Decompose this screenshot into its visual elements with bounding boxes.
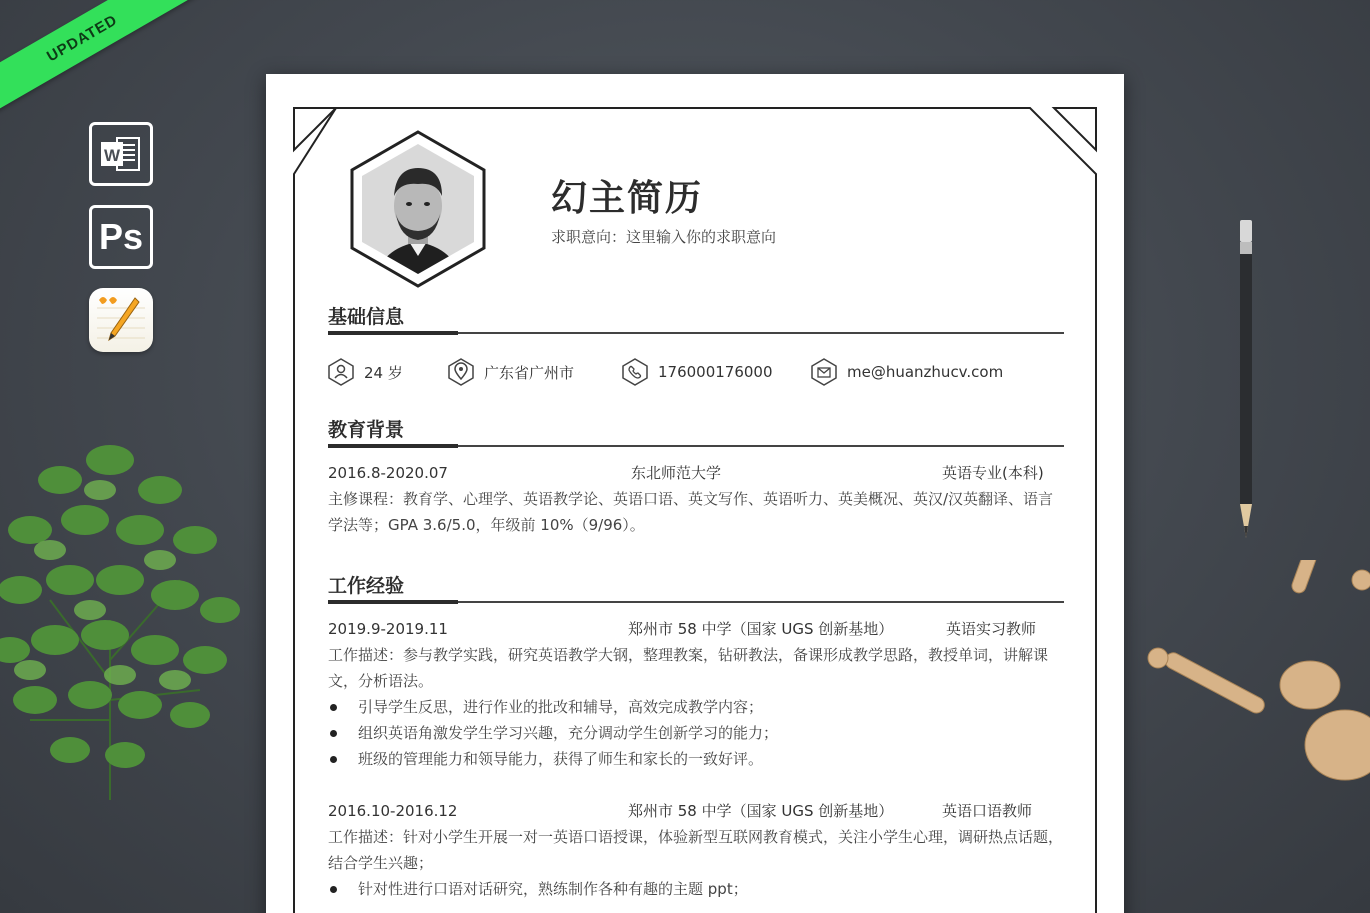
job-role: 英语口语教师	[942, 802, 1033, 820]
wooden-figure-decoration	[1140, 560, 1370, 790]
section-divider	[328, 601, 1064, 603]
section-work	[328, 571, 1064, 902]
mail-icon	[811, 358, 837, 386]
info-age-text: 24 岁	[364, 363, 403, 382]
job-period: 2016.10-2016.12	[328, 802, 458, 820]
pages-icon	[89, 288, 153, 352]
person-icon	[328, 358, 354, 386]
section-title-work: 工作经验	[328, 575, 405, 597]
job-intent-value: 这里输入你的求职意向	[626, 228, 777, 246]
section-basic-info	[328, 302, 1064, 334]
list-item: 组织英语角激发学生学习兴趣，充分调动学生创新学习的能力；	[328, 720, 1064, 746]
section-title-basic: 基础信息	[328, 306, 405, 328]
resume-name: 幻主简历	[551, 178, 704, 219]
job-company: 郑州市 58 中学（国家 UGS 创新基地）	[628, 802, 894, 820]
list-item: 引导学生反思，进行作业的批改和辅导，高效完成教学内容；	[328, 694, 1064, 720]
education-row	[328, 460, 1064, 486]
job-company: 郑州市 58 中学（国家 UGS 创新基地）	[628, 620, 894, 638]
plant-decoration	[0, 420, 250, 800]
list-item: 针对性进行口语对话研究，熟练制作各种有趣的主题 ppt；	[328, 876, 1064, 902]
job-header-row	[328, 798, 1064, 824]
phone-icon	[622, 358, 648, 386]
education-school: 东北师范大学	[631, 464, 722, 482]
list-item: 班级的管理能力和领导能力，获得了师生和家长的一致好评。	[328, 746, 1064, 772]
job-entry	[328, 798, 1064, 902]
job-bullets	[328, 694, 1064, 772]
info-location	[448, 358, 574, 386]
pencil-decoration	[1235, 220, 1257, 550]
info-location-text: 广东省广州市	[484, 363, 575, 382]
job-role: 英语实习教师	[946, 620, 1037, 638]
job-description: 工作描述：针对小学生开展一对一英语口语授课，体验新型互联网教育模式，关注小学生心理，调研热点话题，结合学生兴趣；	[328, 828, 1064, 872]
info-phone	[622, 358, 773, 386]
education-major: 英语专业(本科)	[942, 464, 1044, 482]
ribbon-label: UPDATED	[43, 11, 121, 65]
location-pin-icon	[448, 358, 474, 386]
job-intent	[551, 226, 776, 247]
photoshop-icon	[89, 205, 153, 269]
info-email	[811, 358, 1003, 386]
section-divider	[328, 332, 1064, 334]
job-header-row	[328, 616, 1064, 642]
photoshop-label: Ps	[98, 216, 144, 257]
word-letter: W	[103, 146, 121, 165]
section-education	[328, 415, 1064, 538]
job-intent-label: 求职意向：	[551, 228, 627, 246]
job-description: 工作描述：参与教学实践，研究英语教学大钢，整理教案，钻研教法，备课形成教学思路，教授单词，讲解课文，分析语法。	[328, 646, 1049, 690]
updated-ribbon	[0, 0, 213, 125]
section-title-education: 教育背景	[328, 419, 405, 441]
avatar	[350, 130, 486, 288]
basic-info-row	[328, 358, 1064, 388]
education-courses: 主修课程：教育学、心理学、英语教学论、英语口语、英文写作、英语听力、英美概况、英汉/汉英翻译、语言学法等；GPA 3.6/5.0，年级前 10%（9/96）。	[328, 490, 1054, 534]
info-phone-text: 176000176000	[658, 363, 773, 381]
resume-paper	[266, 74, 1124, 913]
word-icon	[89, 122, 153, 186]
info-age	[328, 358, 403, 386]
education-period: 2016.8-2020.07	[328, 464, 448, 482]
job-period: 2019.9-2019.11	[328, 620, 448, 638]
info-email-text: me@huanzhucv.com	[847, 363, 1004, 381]
section-divider	[328, 445, 1064, 447]
job-entry	[328, 616, 1064, 772]
job-bullets	[328, 876, 1064, 902]
